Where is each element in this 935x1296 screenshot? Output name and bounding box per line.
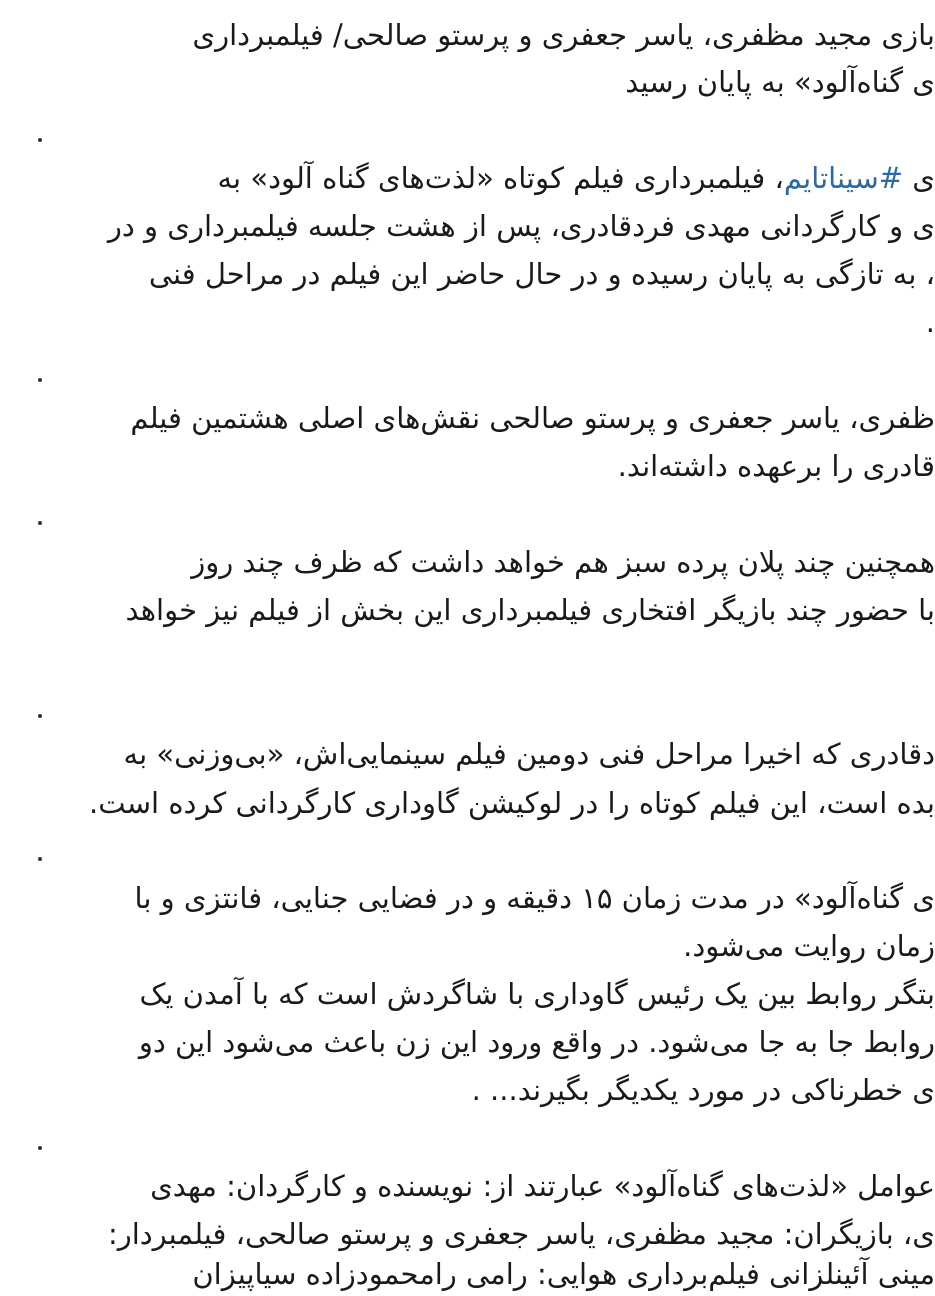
paragraph-4-line-1: دقادری که اخیرا مراحل فنی دومین فیلم سینمایی‌اش، «بی‌وزنی» به xyxy=(123,737,935,771)
paragraph-2-line-1: ظفری، یاسر جعفری و پرستو صالحی نقش‌های اصلی هشتمین فیلم xyxy=(130,401,935,435)
paragraph-1-line-2: ی و کارگردانی مهدی فردقادری، پس از هشت جلسه فیلمبرداری و در xyxy=(107,209,935,243)
paragraph-1-line-1 xyxy=(217,156,935,200)
paragraph-6-line-1: عوامل «لذت‌های گناه‌آلود» عبارتند از: نویسنده و کارگردان: مهدی xyxy=(150,1169,935,1203)
paragraph-6-line-2: ی، بازیگران: مجید مظفری، یاسر جعفری و پرستو صالحی، فیلمبردار: xyxy=(107,1217,935,1251)
intro-line-1: بازی مجید مظفری، یاسر جعفری و پرستو صالحی/ فیلمبرداری xyxy=(192,18,935,52)
paragraph-separator-dot xyxy=(38,1146,42,1150)
hashtag-link[interactable]: #سیناتایم xyxy=(783,161,904,195)
paragraph-1-line-3: ، به تازگی به پایان رسیده و در حال حاضر این فیلم در مراحل فنی xyxy=(148,257,935,291)
intro-line-2: ی گناه‌آلود» به پایان رسید xyxy=(625,65,935,99)
paragraph-6-line-3: مینی آئینلزانی فیلم‌برداری هوایی: رامی رامحمودزاده سیا‌پیزان xyxy=(192,1257,935,1291)
paragraph-3-line-2: با حضور چند بازیگر افتخاری فیلمبرداری این بخش از فیلم نیز خواهد xyxy=(125,593,935,627)
paragraph-separator-dot xyxy=(38,714,42,718)
paragraph-5-line-1: ی گناه‌آلود» در مدت زمان ۱۵ دقیقه و در فضایی جنایی، فانتزی و با xyxy=(134,881,935,915)
paragraph-separator-dot xyxy=(38,857,42,861)
paragraph-5-line-4: روابط جا به جا می‌شود. در واقع ورود این زن باعث می‌شود این دو xyxy=(138,1025,935,1059)
paragraph-5-line-3: بتگر روابط بین یک رئیس گاوداری با شاگردش است که با آمدن یک xyxy=(139,977,935,1011)
paragraph-separator-dot xyxy=(38,521,42,525)
paragraph-2-line-2: قادری را برعهده داشته‌اند. xyxy=(617,449,935,483)
text-segment: ی xyxy=(903,161,935,195)
paragraph-separator-dot xyxy=(38,378,42,382)
paragraph-separator-dot xyxy=(38,138,42,142)
paragraph-1-line-4: . xyxy=(925,305,935,339)
paragraph-5-line-5: ی خطرناکی در مورد یکدیگر بگیرند... . xyxy=(471,1073,935,1107)
paragraph-5-line-2: زمان روایت می‌شود. xyxy=(683,929,935,963)
paragraph-4-line-2: بده است، این فیلم کوتاه را در لوکیشن گاوداری کارگردانی کرده است. xyxy=(89,786,935,820)
paragraph-3-line-1: همچنین چند پلان پرده سبز هم خواهد داشت که ظرف چند روز xyxy=(191,545,935,579)
text-segment: ، فیلمبرداری فیلم کوتاه «لذت‌های گناه آلود» به xyxy=(217,161,784,195)
